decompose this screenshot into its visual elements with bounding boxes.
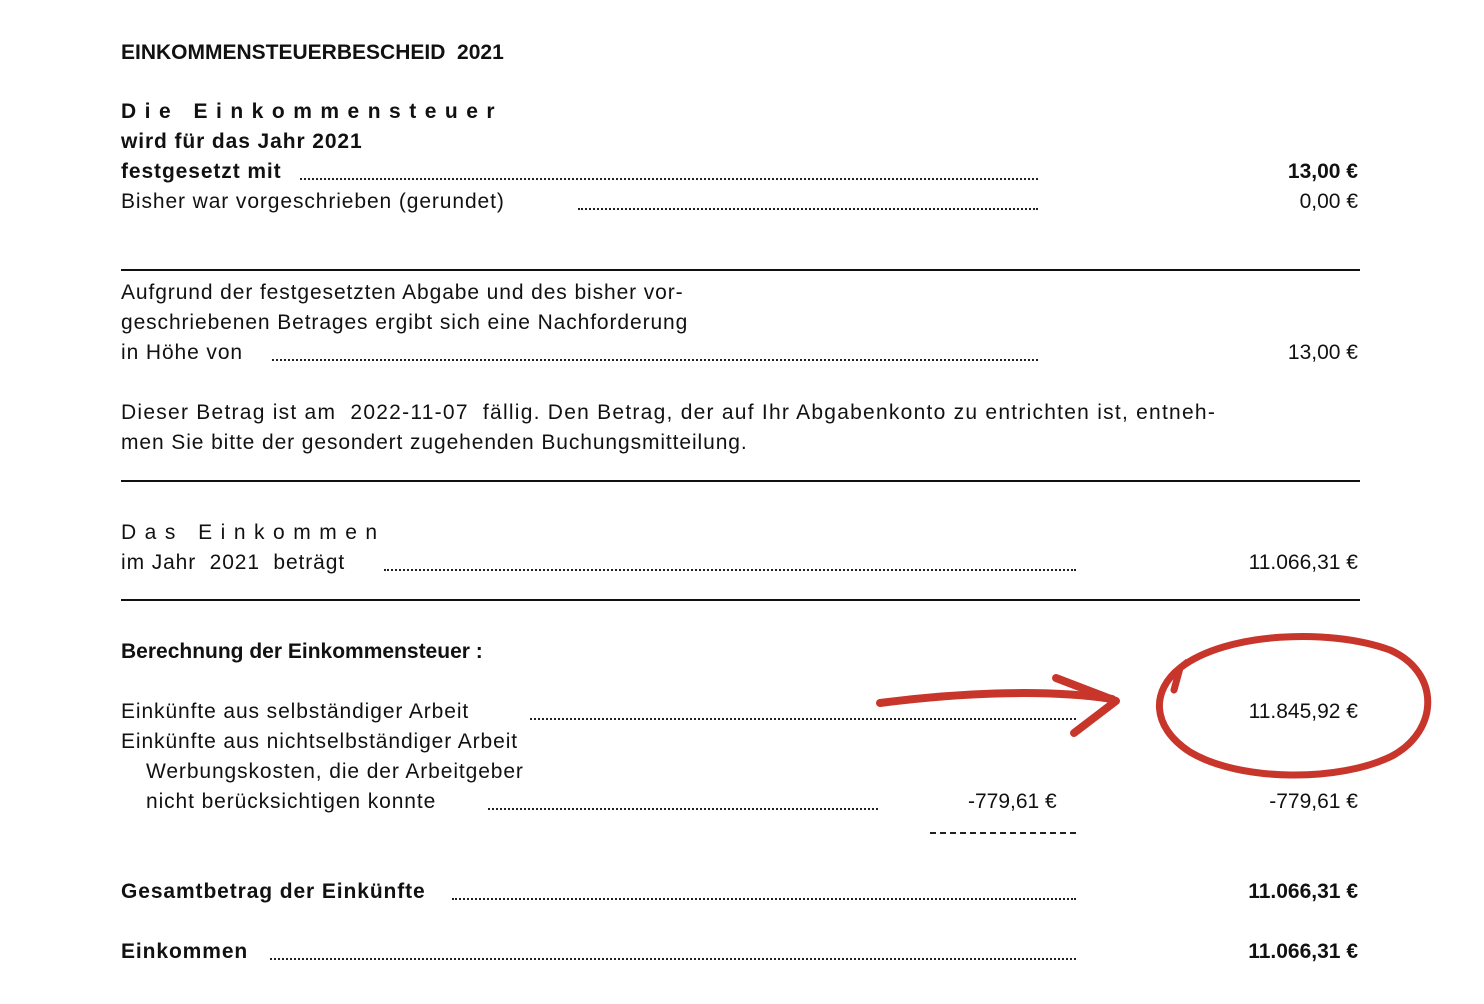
income-total-label: Einkommen <box>121 940 249 963</box>
dot-leader <box>272 353 1038 361</box>
calculation-heading: Berechnung der Einkommensteuer : <box>121 640 483 663</box>
dot-leader <box>270 952 1076 960</box>
dot-leader <box>384 563 1076 571</box>
assessed-label: festgesetzt mit <box>121 160 282 183</box>
divider <box>121 480 1360 482</box>
claim-amount-value: 13,00 € <box>1287 341 1358 364</box>
expenses-value: -779,61 € <box>1269 790 1358 813</box>
income-total-value: 11.066,31 € <box>1248 940 1358 963</box>
employed-label: Einkünfte aus nichtselbständiger Arbeit <box>121 730 518 753</box>
previous-label: Bisher war vorgeschrieben (gerundet) <box>121 190 505 213</box>
divider <box>121 269 1360 271</box>
assessed-value: 13,00 € <box>1287 160 1358 183</box>
income-heading: Das Einkommen <box>121 521 386 544</box>
dot-leader <box>300 172 1038 180</box>
self-employed-value: 11.845,92 € <box>1248 700 1358 723</box>
claim-text-line-2: geschriebenen Betrages ergibt sich eine Nachforderung <box>121 311 689 334</box>
claim-amount-label: in Höhe von <box>121 341 243 364</box>
expenses-label-line-2: nicht berücksichtigen konnte <box>146 790 437 813</box>
total-income-label: Gesamtbetrag der Einkünfte <box>121 880 426 903</box>
dot-leader <box>578 202 1038 210</box>
dot-leader <box>452 892 1076 900</box>
expenses-label-line-1: Werbungskosten, die der Arbeitgeber <box>146 760 524 783</box>
expenses-subvalue: -779,61 € <box>968 790 1057 813</box>
claim-text-line-1: Aufgrund der festgesetzten Abgabe und des bisher vor- <box>121 281 684 304</box>
divider <box>121 599 1360 601</box>
document-title: EINKOMMENSTEUERBESCHEID 2021 <box>121 41 504 64</box>
income-label: im Jahr 2021 beträgt <box>121 551 346 574</box>
dot-leader <box>488 802 878 810</box>
income-value: 11.066,31 € <box>1248 551 1358 574</box>
dot-leader <box>530 712 1076 720</box>
self-employed-label: Einkünfte aus selbständiger Arbeit <box>121 700 470 723</box>
annotation-arrow-head <box>1056 678 1116 733</box>
total-income-value: 11.066,31 € <box>1248 880 1358 903</box>
tax-heading: Die Einkommensteuer <box>121 100 504 123</box>
tax-year-line: wird für das Jahr 2021 <box>121 130 363 153</box>
due-text-line-1: Dieser Betrag ist am 2022-11-07 fällig. Den Betrag, der auf Ihr Abgabenkonto zu entrichten ist, entneh- <box>121 401 1217 424</box>
previous-value: 0,00 € <box>1299 190 1358 213</box>
subtotal-dashes <box>930 832 1076 834</box>
annotation-arrow-shaft <box>880 693 1112 703</box>
due-text-line-2: men Sie bitte der gesondert zugehenden Buchungsmitteilung. <box>121 431 748 454</box>
